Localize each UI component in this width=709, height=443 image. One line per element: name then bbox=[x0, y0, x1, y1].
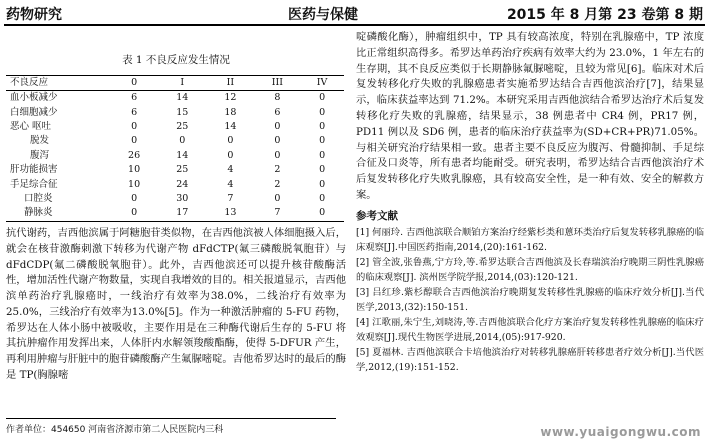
table-cell: 6 bbox=[274, 106, 281, 118]
table-cell: 0 bbox=[274, 135, 281, 147]
table-cell: 0 bbox=[274, 149, 281, 161]
table-cell: 6 bbox=[131, 92, 138, 104]
table-cell: 7 bbox=[227, 192, 234, 204]
table-cell: 0 bbox=[319, 149, 326, 161]
table-cell: 14 bbox=[176, 149, 189, 161]
table-header-cell: III bbox=[271, 76, 283, 88]
reference-item: [2] 管全波,张鲁燕,宁方玲,等.希罗达联合吉西他滨及长春瑞滨治疗晚期三阴性乳腺癌的临床观察[J]. 滨州医学院学报,2014,(03):120-121. bbox=[356, 256, 704, 283]
table-cell: 肝功能损害 bbox=[10, 164, 58, 176]
table-row bbox=[6, 106, 344, 120]
table-cell: 手足综合征 bbox=[10, 178, 58, 190]
table-cell: 白细胞减少 bbox=[10, 106, 58, 118]
left-column bbox=[6, 30, 346, 384]
table-cell: 恶心 呕吐 bbox=[10, 120, 52, 132]
table-row bbox=[6, 149, 344, 163]
table-cell: 8 bbox=[274, 92, 281, 104]
table-cell: 脱发 bbox=[30, 135, 50, 147]
table-cell: 0 bbox=[319, 164, 326, 176]
reference-item: [1] 何丽玲. 吉西他滨联合顺铂方案治疗经紫杉类和蒽环类治疗后复发转移乳腺癌的临床观察[J].中国医药指南,2014,(20):161-162. bbox=[356, 226, 704, 253]
table-cell: 0 bbox=[319, 120, 326, 132]
body-paragraph-right: 啶磷酸化酶），肿瘤组织中，TP 具有较高浓度，特别在乳腺癌中，TP 浓度比正常组织高得多。希罗达单药治疗疾病有效率大约为 23.0%，1 年左右的生存期，其不良反应类似于长期静脉氟脲嘧啶，且较为常见[6]。临床对术后复发转移化疗失败的乳腺癌患者实施希罗达结合吉西他滨治疗[7]，结果显示，临床获益率达到 71.2%。本研究采用吉西他滨结合希罗达治疗术后复发转移化疗失败的乳腺癌，结果显示，38 例患者中 CR4 例，PR17 例，PD11 例以及 SD6 例，患者的临床治疗获益率为(SD+CR+PR)71.05%。与相关研究治疗结果相一致。患者主要不良反应为腹泻、骨髓抑制、手足综合征及口炎等，所有患者均能耐受。研究表明，希罗达结合吉西他滨治疗术后复发转移化疗失败乳腺癌，具有较高安全性，是一种有效、安全的解救方案。 bbox=[356, 31, 704, 201]
references-heading: 参考文献 bbox=[356, 209, 398, 222]
table-cell: 腹泻 bbox=[30, 149, 50, 161]
table-cell: 2 bbox=[274, 178, 281, 190]
table-row bbox=[6, 120, 344, 134]
table-cell: 26 bbox=[128, 149, 141, 161]
table-cell: 0 bbox=[131, 135, 138, 147]
reference-item: [4] 江歌丽,朱宁生,刘晓涛,等.吉西他滨联合化疗方案治疗复发转移性乳腺癌的临床疗效观察[J].现代生物医学进展,2014,(05):917-920. bbox=[356, 316, 704, 343]
table-cell: 0 bbox=[227, 135, 234, 147]
table-cell: 18 bbox=[224, 106, 237, 118]
table-cell: 7 bbox=[274, 207, 281, 219]
table-cell: 口腔炎 bbox=[24, 192, 53, 204]
table-row bbox=[6, 178, 344, 192]
table-cell: 4 bbox=[227, 178, 234, 190]
table-cell: 静脉炎 bbox=[24, 207, 53, 219]
issue-info: 2015 年 8 月第 23 卷第 8 期 bbox=[506, 7, 703, 23]
table-header-cell: 0 bbox=[131, 76, 138, 88]
table-cell: 0 bbox=[319, 178, 326, 190]
journal-section: 药物研究 bbox=[6, 7, 62, 23]
body-paragraph-left: 抗代谢药，吉西他滨属于阿糖胞苷类似物，在吉西他滨被人体细胞摄入后，就会在核苷激酶刺激下转移为代谢产物 dFdCTP(氟三磷酸脱氧胞苷）与 dFdCDP(氟二磷酸脱氧胞苷）。此外，吉西他滨还可以提升核苷酸酶活性，增加活性代谢产物数量，实现自我增效的目的。相关报道显示，吉西他滨单药治疗乳腺癌时，一线治疗有效率为38.0%，二线治疗有效率为25.0%，三线治疗有效率为13.0%[5]。作为一种激活肿瘤的 5-FU 药物，希罗达在人体小肠中被吸收，主要作用是在三种酶代谢后生存的 5-FU 将其抗肿瘤作用发挥出来，人体肝内水解领羧酸酯酶，使得 5-DFUR 产生，再利用肿瘤与肝脏中的胞苷磷酸酶产生氟脲嘧啶。吉他希罗达时的最后的酶是 TP(胸腺嘧 bbox=[6, 226, 346, 382]
header-rule bbox=[4, 24, 705, 26]
table-cell: 12 bbox=[224, 92, 237, 104]
table-cell: 0 bbox=[227, 149, 234, 161]
table-caption: 表 1 不良反应发生情况 bbox=[122, 54, 230, 66]
table-cell: 24 bbox=[176, 178, 189, 190]
right-column bbox=[356, 30, 704, 375]
table-cell: 0 bbox=[319, 207, 326, 219]
table-header-cell: IV bbox=[316, 76, 328, 88]
table-cell: 17 bbox=[176, 207, 189, 219]
journal-title: 医药与保健 bbox=[288, 7, 358, 23]
table-row bbox=[6, 192, 344, 206]
table-row bbox=[6, 135, 344, 149]
watermark: www.yuaigongwu.com bbox=[540, 425, 701, 439]
table-cell: 15 bbox=[176, 106, 189, 118]
table-cell: 30 bbox=[176, 192, 189, 204]
reference-item: [3] 吕红珍.紫杉醇联合吉西他滨治疗晚期复发转移性乳腺癌的临床疗效分析[J].当代医学,2013,(32):150-151. bbox=[356, 286, 704, 313]
table-cell: 0 bbox=[319, 92, 326, 104]
table-cell: 14 bbox=[224, 120, 237, 132]
table-header-cell: II bbox=[226, 76, 235, 88]
table-cell: 4 bbox=[227, 164, 234, 176]
table-cell: 0 bbox=[319, 192, 326, 204]
table-cell: 0 bbox=[319, 106, 326, 118]
table-cell: 0 bbox=[179, 135, 186, 147]
table-cell: 0 bbox=[131, 192, 138, 204]
reference-item: [5] 夏福林. 吉西他滨联合卡培他滨治疗对转移乳腺癌肝转移患者疗效分析[J].当代医学,2012,(19):151-152. bbox=[356, 346, 704, 373]
table-header-row bbox=[6, 76, 344, 91]
table-row bbox=[6, 91, 344, 106]
table-cell: 0 bbox=[131, 207, 138, 219]
table-cell: 25 bbox=[176, 120, 189, 132]
author-affiliation: 作者单位：454650 河南省济源市第二人民医院内三科 bbox=[6, 418, 336, 435]
table-row bbox=[6, 207, 344, 222]
table-cell: 0 bbox=[319, 135, 326, 147]
table-cell: 14 bbox=[176, 92, 189, 104]
adverse-reaction-table bbox=[6, 75, 344, 222]
table-cell: 6 bbox=[131, 106, 138, 118]
table-cell: 10 bbox=[128, 178, 141, 190]
table-header-cell: I bbox=[180, 76, 185, 88]
table-cell: 25 bbox=[176, 164, 189, 176]
table-cell: 10 bbox=[128, 164, 141, 176]
table-cell: 0 bbox=[274, 120, 281, 132]
table-cell: 0 bbox=[274, 192, 281, 204]
page-header bbox=[6, 2, 703, 24]
table-header-cell: 不良反应 bbox=[10, 76, 49, 88]
table-row bbox=[6, 163, 344, 177]
table-cell: 血小板减少 bbox=[10, 92, 58, 104]
table-cell: 2 bbox=[274, 164, 281, 176]
table-cell: 13 bbox=[224, 207, 237, 219]
table-cell: 0 bbox=[131, 120, 138, 132]
